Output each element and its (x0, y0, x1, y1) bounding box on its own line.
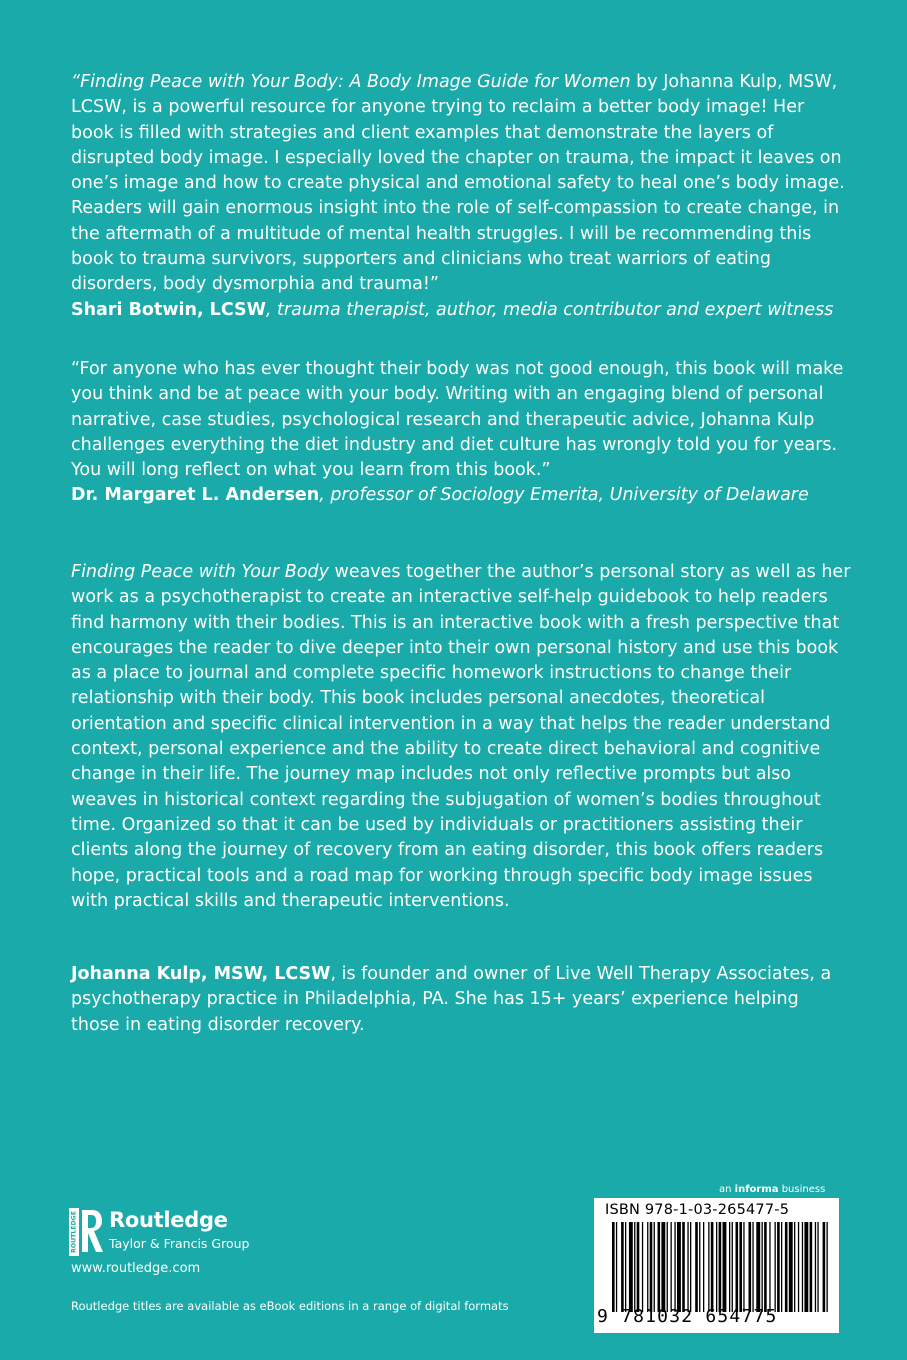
publisher-name: Routledge (109, 1208, 228, 1232)
publisher-group: Taylor & Francis Group (109, 1236, 250, 1251)
isbn-digits: 9 781032 654775 (597, 1306, 778, 1327)
endorsement-attribution (71, 483, 851, 508)
endorser-role: , trauma therapist, author, media contributor and expert witness (265, 299, 834, 320)
description-text (71, 560, 851, 914)
endorsement-text: by Johanna Kulp, MSW, LCSW, is a powerful resource for anyone trying to reclaim a better body image! Her book is filled with strategies and client examples that demonstrate the layers of disrupted body image. I especially loved the chapter on trauma, the impact it leaves on one’s image and how to create physical and emotional safety to heal one’s body image. Readers will gain enormous insight into the role of self-compassion to create change, in the aftermath of a multitude of mental health struggles. I will be recommending this book to trauma survivors, supporters and clinicians who treat warriors of eating disorders, body dysmorphia and trauma!” (71, 72, 845, 295)
endorsement-attribution (71, 298, 851, 323)
informa-prefix: an (719, 1184, 735, 1195)
author-bio (71, 962, 851, 1038)
logo-vertical-text: ROUTLEDGE (70, 1211, 78, 1253)
ean13-barcode-icon (612, 1222, 830, 1312)
endorser-name: Dr. Margaret L. Andersen (71, 485, 320, 506)
barcode-box (594, 1198, 839, 1333)
book-description (71, 560, 851, 914)
informa-tagline (719, 1184, 825, 1195)
description-book-title: Finding Peace with Your Body (71, 562, 329, 582)
routledge-r-logo-icon (69, 1208, 103, 1256)
endorsement-2 (71, 357, 851, 509)
informa-brand: informa (734, 1184, 779, 1195)
bio-body: , is founder and owner of Live Well Therapy Associates, a psychotherapy practice in Philadelphia, PA. She has 15+ years’ experience helping those in eating disorder recovery. (71, 964, 832, 1035)
informa-suffix: business (778, 1184, 826, 1195)
endorsement-book-title: “Finding Peace with Your Body: A Body Image Guide for Women (71, 72, 631, 92)
author-name: Johanna Kulp, MSW, LCSW (71, 964, 331, 984)
endorser-name: Shari Botwin, LCSW (71, 299, 266, 320)
endorsement-1 (71, 70, 851, 323)
endorsement-quote (71, 70, 851, 298)
endorsement-quote: “For anyone who has ever thought their body was not good enough, this book will make you think and be at peace with your body. Writing with an engaging blend of personal narrative, case studies, psychological research and therapeutic advice, Johanna Kulp challenges everything the diet industry and diet culture has wrongly told you for years. You will long reflect on what you learn from this book.” (71, 359, 844, 481)
ebook-note: Routledge titles are available as eBook editions in a range of digital formats (71, 1299, 509, 1313)
publisher-url[interactable]: www.routledge.com (71, 1261, 201, 1276)
isbn-label: ISBN 978-1-03-265477-5 (605, 1202, 790, 1218)
endorser-role: , professor of Sociology Emerita, University of Delaware (319, 485, 809, 506)
bio-text (71, 962, 851, 1038)
description-body: weaves together the author’s personal story as well as her work as a psychotherapist to create an interactive self-help guidebook to help readers find harmony with their bodies. This is an interactive book with a fresh perspective that encourages the reader to dive deeper into their own personal history and use this book as a place to journal and complete specific homework instructions to change their relationship with their body. This book includes personal anecdotes, theoretical orientation and specific clinical intervention in a way that helps the reader understand context, personal experience and the ability to create direct behavioral and cognitive change in their life. The journey map includes not only reflective prompts but also weaves in historical context regarding the subjugation of women’s bodies throughout time. Organized so that it can be used by individuals or practitioners assisting their clients along the journey of recovery from an eating disorder, this book offers readers hope, practical tools and a road map for working through specific body image issues with practical skills and therapeutic interventions. (71, 562, 851, 911)
